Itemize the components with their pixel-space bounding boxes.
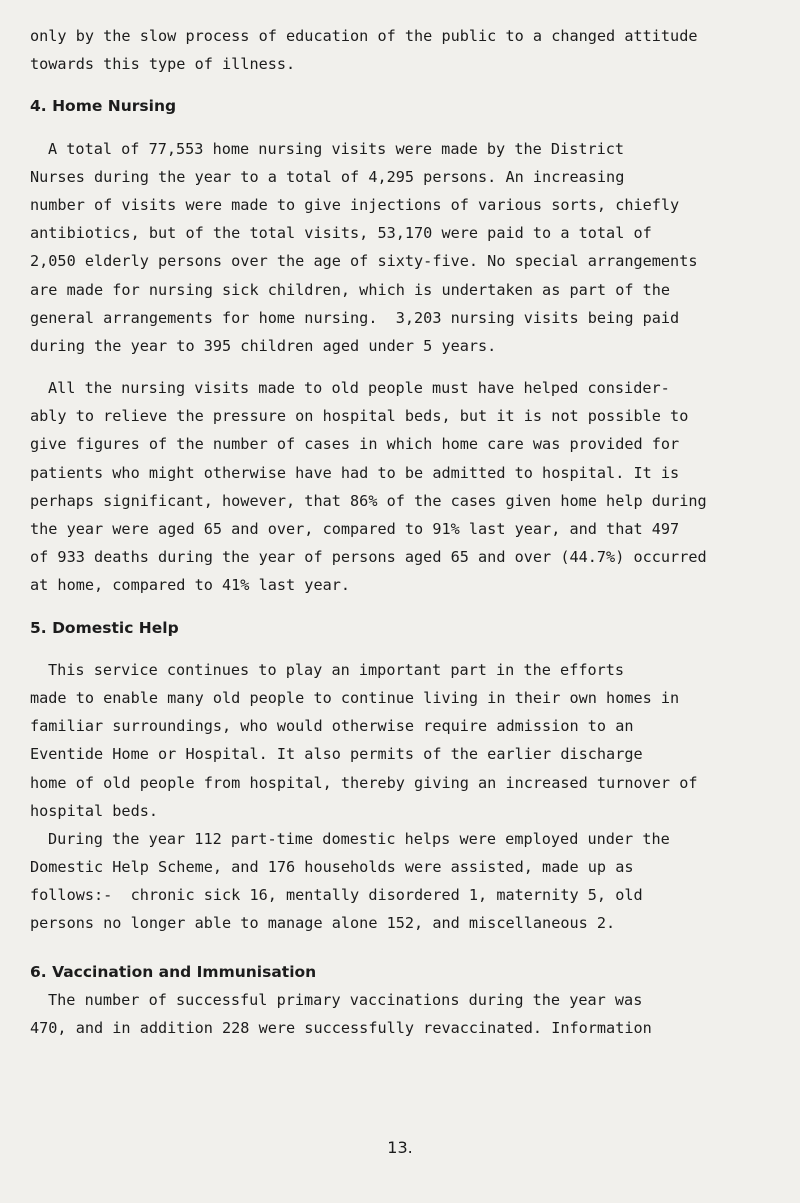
text-line: During the year 112 part-time domestic helps were employed under the (48, 829, 670, 848)
text-line: familiar surroundings, who would otherwise require admission to an (30, 717, 634, 736)
paragraph (30, 656, 770, 825)
text-line: made to enable many old people to continue living in their own homes in (30, 688, 680, 707)
text-line: Eventide Home or Hospital. It also permits of the earlier discharge (30, 745, 643, 764)
text-line: persons no longer able to manage alone 152, and miscellaneous 2. (30, 914, 616, 933)
text-line: patients who might otherwise have had to be admitted to hospital. It is (30, 463, 680, 482)
paragraph (30, 135, 770, 361)
text-line: at home, compared to 41% last year. (30, 576, 351, 595)
document-page (30, 22, 770, 1042)
text-line: the year were aged 65 and over, compared to 91% last year, and that 497 (30, 520, 680, 538)
text-line: Domestic Help Scheme, and 176 households were assisted, made up as (30, 858, 634, 877)
paragraph (30, 825, 770, 938)
paragraph (30, 986, 770, 1042)
section-heading: 4. Home Nursing (30, 97, 177, 116)
text-line: are made for nursing sick children, which is undertaken as part of the (30, 280, 671, 299)
text-line: A total of 77,553 home nursing visits were made by the District (48, 139, 625, 158)
text-line: 470, and in addition 228 were successfully revaccinated. Information (30, 1019, 652, 1037)
page-number: 13. (387, 1138, 413, 1157)
text-line: 2,050 elderly persons over the age of sixty-five. No special arrangements (30, 252, 698, 271)
intro-paragraph (30, 22, 770, 78)
text-line: ably to relieve the pressure on hospital beds, but it is not possible to (30, 407, 689, 426)
section-heading: 6. Vaccination and Immunisation (30, 962, 317, 981)
text-line: number of visits were made to give injections of various sorts, chiefly (30, 195, 680, 214)
text-line: general arrangements for home nursing. 3,203 nursing visits being paid (30, 308, 680, 327)
section-home-nursing (30, 92, 770, 599)
text-line: The number of successful primary vaccinations during the year was (48, 990, 643, 1009)
text-line: Nurses during the year to a total of 4,295 persons. An increasing (30, 167, 625, 186)
section-vaccination (30, 958, 770, 1043)
text-line: give figures of the number of cases in which home care was provided for (30, 435, 680, 454)
text-line: only by the slow process of education of the public to a changed attitude (30, 27, 698, 45)
text-line: perhaps significant, however, that 86% of the cases given home help during (30, 491, 707, 510)
text-line: during the year to 395 children aged under 5 years. (30, 336, 497, 355)
text-line: follows:- chronic sick 16, mentally disordered 1, maternity 5, old (30, 886, 643, 905)
text-line: hospital beds. (30, 801, 159, 820)
text-line: This service continues to play an important part in the efforts (48, 660, 625, 679)
text-line: antibiotics, but of the total visits, 53,170 were paid to a total of (30, 224, 652, 243)
text-line: All the nursing visits made to old people must have helped consider- (48, 379, 670, 398)
paragraph (30, 374, 770, 600)
text-line: of 933 deaths during the year of persons aged 65 and over (44.7%) occurred (30, 548, 707, 567)
text-line: home of old people from hospital, thereby giving an increased turnover of (30, 773, 698, 792)
section-domestic-help (30, 614, 770, 938)
section-heading: 5. Domestic Help (30, 618, 179, 637)
text-line: towards this type of illness. (30, 55, 296, 74)
